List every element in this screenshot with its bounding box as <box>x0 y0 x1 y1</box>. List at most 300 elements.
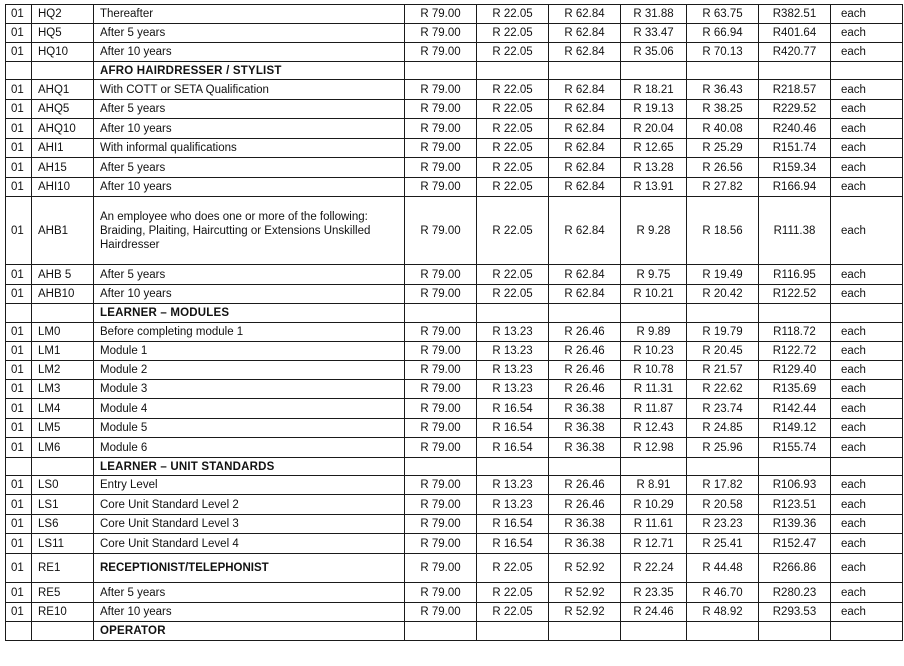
unit-cell: each <box>831 80 903 100</box>
grade-cell: 01 <box>6 139 32 158</box>
rate-cell-4: R 8.91 <box>621 476 687 495</box>
code-cell: RE1 <box>32 554 94 583</box>
table-row <box>6 178 903 197</box>
grade-cell <box>6 62 32 80</box>
rate-cell-4 <box>621 622 687 641</box>
rate-cell-4: R 12.65 <box>621 139 687 158</box>
unit-cell: each <box>831 583 903 603</box>
rate-cell-3: R 36.38 <box>549 399 621 419</box>
code-cell: RE5 <box>32 583 94 603</box>
rate-cell-1: R 79.00 <box>405 361 477 380</box>
rate-cell-2: R 13.23 <box>477 361 549 380</box>
description-cell: Module 6 <box>94 438 405 458</box>
unit-cell: each <box>831 158 903 178</box>
rate-cell-5: R 18.56 <box>687 197 759 265</box>
rate-cell-4: R 10.21 <box>621 285 687 304</box>
rate-cell-5: R 46.70 <box>687 583 759 603</box>
rate-cell-5: R 25.96 <box>687 438 759 458</box>
code-cell: LS0 <box>32 476 94 495</box>
rate-cell-5 <box>687 62 759 80</box>
rate-cell-5: R 25.29 <box>687 139 759 158</box>
section-header-row <box>6 62 903 80</box>
table-row <box>6 419 903 438</box>
rate-cell-2: R 16.54 <box>477 515 549 534</box>
grade-cell: 01 <box>6 323 32 342</box>
rate-cell-5: R 19.49 <box>687 265 759 285</box>
rate-cell-4: R 12.43 <box>621 419 687 438</box>
description-cell: After 10 years <box>94 285 405 304</box>
rate-cell-1: R 79.00 <box>405 158 477 178</box>
total-cell: R382.51 <box>759 5 831 24</box>
unit-cell: each <box>831 476 903 495</box>
rate-cell-3 <box>549 622 621 641</box>
rate-cell-3: R 62.84 <box>549 197 621 265</box>
rate-cell-5: R 23.74 <box>687 399 759 419</box>
rate-cell-2: R 13.23 <box>477 323 549 342</box>
rate-cell-1: R 79.00 <box>405 80 477 100</box>
description-cell: With informal qualifications <box>94 139 405 158</box>
rate-cell-3: R 26.46 <box>549 476 621 495</box>
rate-cell-1: R 79.00 <box>405 197 477 265</box>
total-cell <box>759 622 831 641</box>
total-cell: R123.51 <box>759 495 831 515</box>
table-row <box>6 495 903 515</box>
rate-cell-4: R 33.47 <box>621 24 687 43</box>
code-cell: LS1 <box>32 495 94 515</box>
unit-cell: each <box>831 24 903 43</box>
section-title: AFRO HAIRDRESSER / STYLIST <box>94 62 405 80</box>
unit-cell: each <box>831 603 903 622</box>
table-row <box>6 285 903 304</box>
code-cell: AHQ1 <box>32 80 94 100</box>
total-cell: R142.44 <box>759 399 831 419</box>
rate-cell-4: R 9.89 <box>621 323 687 342</box>
rate-cell-5: R 48.92 <box>687 603 759 622</box>
code-cell: LM0 <box>32 323 94 342</box>
rate-cell-2: R 16.54 <box>477 399 549 419</box>
unit-cell: each <box>831 438 903 458</box>
table-row <box>6 554 903 583</box>
total-cell: R166.94 <box>759 178 831 197</box>
rate-cell-5 <box>687 622 759 641</box>
rate-cell-1: R 79.00 <box>405 265 477 285</box>
rate-cell-1: R 79.00 <box>405 323 477 342</box>
rate-cell-4: R 22.24 <box>621 554 687 583</box>
grade-cell <box>6 458 32 476</box>
unit-cell <box>831 458 903 476</box>
rate-cell-3: R 62.84 <box>549 119 621 139</box>
rate-cell-1 <box>405 62 477 80</box>
rate-cell-2: R 22.05 <box>477 285 549 304</box>
rate-cell-2: R 22.05 <box>477 24 549 43</box>
description-cell: After 5 years <box>94 158 405 178</box>
rate-cell-2: R 22.05 <box>477 5 549 24</box>
unit-cell: each <box>831 554 903 583</box>
total-cell <box>759 304 831 323</box>
rate-cell-5: R 36.43 <box>687 80 759 100</box>
rate-cell-3: R 62.84 <box>549 178 621 197</box>
code-cell: RE10 <box>32 603 94 622</box>
grade-cell: 01 <box>6 5 32 24</box>
rate-cell-3: R 62.84 <box>549 43 621 62</box>
rate-cell-1: R 79.00 <box>405 119 477 139</box>
rate-cell-5: R 20.58 <box>687 495 759 515</box>
rate-cell-3: R 52.92 <box>549 603 621 622</box>
table-row <box>6 380 903 399</box>
rate-cell-1: R 79.00 <box>405 24 477 43</box>
code-cell: LM2 <box>32 361 94 380</box>
unit-cell: each <box>831 5 903 24</box>
rate-cell-4 <box>621 62 687 80</box>
rate-cell-3: R 62.84 <box>549 265 621 285</box>
description-cell: An employee who does one or more of the following: Braiding, Plaiting, Haircutting or Extensions Unskilled Hairdresser <box>94 197 405 265</box>
rate-cell-4: R 9.75 <box>621 265 687 285</box>
rate-cell-2: R 22.05 <box>477 139 549 158</box>
description-cell: Module 4 <box>94 399 405 419</box>
rate-cell-5: R 38.25 <box>687 100 759 119</box>
grade-cell: 01 <box>6 380 32 399</box>
rate-cell-2: R 22.05 <box>477 100 549 119</box>
rate-cell-4: R 12.71 <box>621 534 687 554</box>
description-cell: Module 3 <box>94 380 405 399</box>
rate-cell-4: R 18.21 <box>621 80 687 100</box>
rate-cell-2: R 13.23 <box>477 476 549 495</box>
unit-cell: each <box>831 495 903 515</box>
grade-cell <box>6 622 32 641</box>
rate-cell-1: R 79.00 <box>405 43 477 62</box>
total-cell: R139.36 <box>759 515 831 534</box>
rate-cell-3: R 26.46 <box>549 380 621 399</box>
rate-cell-2: R 16.54 <box>477 438 549 458</box>
rate-cell-1: R 79.00 <box>405 399 477 419</box>
rate-cell-3: R 52.92 <box>549 583 621 603</box>
description-cell: Core Unit Standard Level 4 <box>94 534 405 554</box>
rate-cell-1: R 79.00 <box>405 554 477 583</box>
rate-cell-2: R 13.23 <box>477 380 549 399</box>
description-cell: RECEPTIONIST/TELEPHONIST <box>94 554 405 583</box>
description-cell: Module 5 <box>94 419 405 438</box>
rate-cell-3: R 26.46 <box>549 323 621 342</box>
rate-cell-3: R 62.84 <box>549 5 621 24</box>
grade-cell: 01 <box>6 178 32 197</box>
rate-cell-5: R 21.57 <box>687 361 759 380</box>
rate-cell-2: R 22.05 <box>477 158 549 178</box>
description-cell: Module 2 <box>94 361 405 380</box>
rate-cell-1: R 79.00 <box>405 380 477 399</box>
code-cell: HQ5 <box>32 24 94 43</box>
rate-cell-4 <box>621 304 687 323</box>
total-cell: R106.93 <box>759 476 831 495</box>
rate-cell-2 <box>477 304 549 323</box>
grade-cell: 01 <box>6 342 32 361</box>
total-cell <box>759 458 831 476</box>
code-cell: AHQ10 <box>32 119 94 139</box>
description-cell: After 10 years <box>94 119 405 139</box>
rate-cell-3: R 36.38 <box>549 419 621 438</box>
unit-cell: each <box>831 399 903 419</box>
code-cell: LM3 <box>32 380 94 399</box>
unit-cell: each <box>831 323 903 342</box>
rate-cell-1: R 79.00 <box>405 495 477 515</box>
rate-cell-2: R 22.05 <box>477 583 549 603</box>
table-row <box>6 323 903 342</box>
rate-cell-2 <box>477 622 549 641</box>
rate-cell-2: R 22.05 <box>477 603 549 622</box>
code-cell: LM1 <box>32 342 94 361</box>
grade-cell: 01 <box>6 100 32 119</box>
rate-cell-2: R 22.05 <box>477 119 549 139</box>
section-title: LEARNER – MODULES <box>94 304 405 323</box>
rate-cell-1: R 79.00 <box>405 285 477 304</box>
table-row <box>6 361 903 380</box>
unit-cell <box>831 62 903 80</box>
rate-cell-3 <box>549 458 621 476</box>
rate-cell-4: R 11.87 <box>621 399 687 419</box>
description-cell: After 10 years <box>94 43 405 62</box>
table-row <box>6 342 903 361</box>
rate-cell-1: R 79.00 <box>405 515 477 534</box>
section-header-row <box>6 458 903 476</box>
rate-cell-5: R 17.82 <box>687 476 759 495</box>
grade-cell: 01 <box>6 583 32 603</box>
rate-cell-3: R 36.38 <box>549 438 621 458</box>
total-cell: R149.12 <box>759 419 831 438</box>
grade-cell: 01 <box>6 119 32 139</box>
rate-cell-5: R 44.48 <box>687 554 759 583</box>
total-cell: R116.95 <box>759 265 831 285</box>
grade-cell: 01 <box>6 158 32 178</box>
rate-cell-1: R 79.00 <box>405 100 477 119</box>
total-cell: R135.69 <box>759 380 831 399</box>
total-cell: R122.72 <box>759 342 831 361</box>
total-cell: R159.34 <box>759 158 831 178</box>
section-title: LEARNER – UNIT STANDARDS <box>94 458 405 476</box>
grade-cell: 01 <box>6 197 32 265</box>
code-cell: LS6 <box>32 515 94 534</box>
table-row <box>6 534 903 554</box>
unit-cell: each <box>831 178 903 197</box>
grade-cell: 01 <box>6 285 32 304</box>
rate-cell-2: R 22.05 <box>477 80 549 100</box>
total-cell: R122.52 <box>759 285 831 304</box>
code-cell: AHQ5 <box>32 100 94 119</box>
grade-cell: 01 <box>6 80 32 100</box>
grade-cell: 01 <box>6 399 32 419</box>
description-cell: Module 1 <box>94 342 405 361</box>
grade-cell: 01 <box>6 476 32 495</box>
rate-cell-1: R 79.00 <box>405 438 477 458</box>
rate-cell-2: R 22.05 <box>477 43 549 62</box>
table-row <box>6 399 903 419</box>
rate-cell-3: R 62.84 <box>549 100 621 119</box>
rate-cell-3 <box>549 304 621 323</box>
rate-cell-5: R 26.56 <box>687 158 759 178</box>
grade-cell: 01 <box>6 419 32 438</box>
rate-cell-3: R 26.46 <box>549 361 621 380</box>
rate-cell-3: R 26.46 <box>549 342 621 361</box>
rate-cell-5: R 27.82 <box>687 178 759 197</box>
grade-cell <box>6 304 32 323</box>
code-cell: AHB10 <box>32 285 94 304</box>
rate-cell-4: R 10.23 <box>621 342 687 361</box>
unit-cell: each <box>831 361 903 380</box>
table-row <box>6 197 903 265</box>
total-cell: R240.46 <box>759 119 831 139</box>
total-cell <box>759 62 831 80</box>
table-row <box>6 119 903 139</box>
table-row <box>6 438 903 458</box>
unit-cell: each <box>831 285 903 304</box>
code-cell <box>32 622 94 641</box>
rate-cell-5: R 20.45 <box>687 342 759 361</box>
rate-cell-3: R 26.46 <box>549 495 621 515</box>
description-cell: After 5 years <box>94 100 405 119</box>
description-cell: With COTT or SETA Qualification <box>94 80 405 100</box>
rate-cell-1: R 79.00 <box>405 342 477 361</box>
code-cell: LM6 <box>32 438 94 458</box>
table-row <box>6 515 903 534</box>
table-row <box>6 24 903 43</box>
rate-cell-2: R 22.05 <box>477 265 549 285</box>
rate-cell-3: R 62.84 <box>549 24 621 43</box>
unit-cell: each <box>831 139 903 158</box>
table-row <box>6 100 903 119</box>
description-cell: Core Unit Standard Level 3 <box>94 515 405 534</box>
rate-cell-4: R 35.06 <box>621 43 687 62</box>
grade-cell: 01 <box>6 515 32 534</box>
code-cell: AHI10 <box>32 178 94 197</box>
rate-cell-1: R 79.00 <box>405 603 477 622</box>
rate-cell-2: R 16.54 <box>477 419 549 438</box>
code-cell: AHI1 <box>32 139 94 158</box>
rate-cell-4: R 20.04 <box>621 119 687 139</box>
rate-cell-5 <box>687 304 759 323</box>
rate-cell-4: R 19.13 <box>621 100 687 119</box>
grade-cell: 01 <box>6 534 32 554</box>
rate-cell-4: R 9.28 <box>621 197 687 265</box>
rate-cell-3: R 62.84 <box>549 158 621 178</box>
grade-cell: 01 <box>6 43 32 62</box>
table-row <box>6 5 903 24</box>
code-cell: LM4 <box>32 399 94 419</box>
table-row <box>6 476 903 495</box>
description-cell: After 10 years <box>94 603 405 622</box>
description-cell: After 5 years <box>94 265 405 285</box>
code-cell <box>32 304 94 323</box>
rate-cell-1 <box>405 304 477 323</box>
unit-cell: each <box>831 515 903 534</box>
rate-cell-4 <box>621 458 687 476</box>
total-cell: R118.72 <box>759 323 831 342</box>
total-cell: R280.23 <box>759 583 831 603</box>
code-cell: HQ10 <box>32 43 94 62</box>
section-header-row <box>6 622 903 641</box>
table-row <box>6 43 903 62</box>
rate-cell-4: R 23.35 <box>621 583 687 603</box>
rate-cell-5: R 22.62 <box>687 380 759 399</box>
rate-cell-5: R 20.42 <box>687 285 759 304</box>
description-cell: After 5 years <box>94 24 405 43</box>
rate-cell-4: R 24.46 <box>621 603 687 622</box>
total-cell: R401.64 <box>759 24 831 43</box>
code-cell: AHB 5 <box>32 265 94 285</box>
unit-cell: each <box>831 534 903 554</box>
code-cell: LS11 <box>32 534 94 554</box>
grade-cell: 01 <box>6 554 32 583</box>
table-row <box>6 80 903 100</box>
rate-cell-5: R 40.08 <box>687 119 759 139</box>
unit-cell: each <box>831 43 903 62</box>
description-cell: Core Unit Standard Level 2 <box>94 495 405 515</box>
rate-cell-5: R 23.23 <box>687 515 759 534</box>
rate-cell-5: R 25.41 <box>687 534 759 554</box>
grade-cell: 01 <box>6 495 32 515</box>
rate-cell-2: R 22.05 <box>477 197 549 265</box>
total-cell: R293.53 <box>759 603 831 622</box>
rate-cell-5: R 70.13 <box>687 43 759 62</box>
wage-table <box>5 4 903 641</box>
unit-cell: each <box>831 419 903 438</box>
description-cell: After 10 years <box>94 178 405 197</box>
table-row <box>6 603 903 622</box>
section-header-row <box>6 304 903 323</box>
description-cell: Before completing module 1 <box>94 323 405 342</box>
rate-cell-2 <box>477 458 549 476</box>
rate-cell-2 <box>477 62 549 80</box>
description-cell: Entry Level <box>94 476 405 495</box>
total-cell: R129.40 <box>759 361 831 380</box>
total-cell: R266.86 <box>759 554 831 583</box>
unit-cell: each <box>831 342 903 361</box>
rate-cell-5: R 63.75 <box>687 5 759 24</box>
rate-cell-2: R 13.23 <box>477 495 549 515</box>
rate-cell-3: R 62.84 <box>549 139 621 158</box>
total-cell: R229.52 <box>759 100 831 119</box>
total-cell: R151.74 <box>759 139 831 158</box>
rate-cell-4: R 11.61 <box>621 515 687 534</box>
grade-cell: 01 <box>6 24 32 43</box>
section-title: OPERATOR <box>94 622 405 641</box>
grade-cell: 01 <box>6 603 32 622</box>
rate-cell-1: R 79.00 <box>405 476 477 495</box>
rate-cell-4: R 12.98 <box>621 438 687 458</box>
unit-cell: each <box>831 380 903 399</box>
rate-cell-2: R 13.23 <box>477 342 549 361</box>
rate-cell-3: R 62.84 <box>549 285 621 304</box>
code-cell <box>32 62 94 80</box>
description-cell: After 5 years <box>94 583 405 603</box>
code-cell: HQ2 <box>32 5 94 24</box>
rate-cell-3: R 52.92 <box>549 554 621 583</box>
rate-cell-4: R 11.31 <box>621 380 687 399</box>
code-cell <box>32 458 94 476</box>
description-cell: Thereafter <box>94 5 405 24</box>
rate-cell-3 <box>549 62 621 80</box>
rate-cell-1: R 79.00 <box>405 178 477 197</box>
rate-cell-4: R 10.78 <box>621 361 687 380</box>
unit-cell <box>831 622 903 641</box>
rate-cell-5: R 19.79 <box>687 323 759 342</box>
total-cell: R155.74 <box>759 438 831 458</box>
table-row <box>6 265 903 285</box>
rate-cell-4: R 13.91 <box>621 178 687 197</box>
rate-cell-5: R 66.94 <box>687 24 759 43</box>
rate-cell-5 <box>687 458 759 476</box>
rate-cell-2: R 22.05 <box>477 178 549 197</box>
grade-cell: 01 <box>6 361 32 380</box>
rate-cell-1 <box>405 622 477 641</box>
rate-cell-4: R 31.88 <box>621 5 687 24</box>
